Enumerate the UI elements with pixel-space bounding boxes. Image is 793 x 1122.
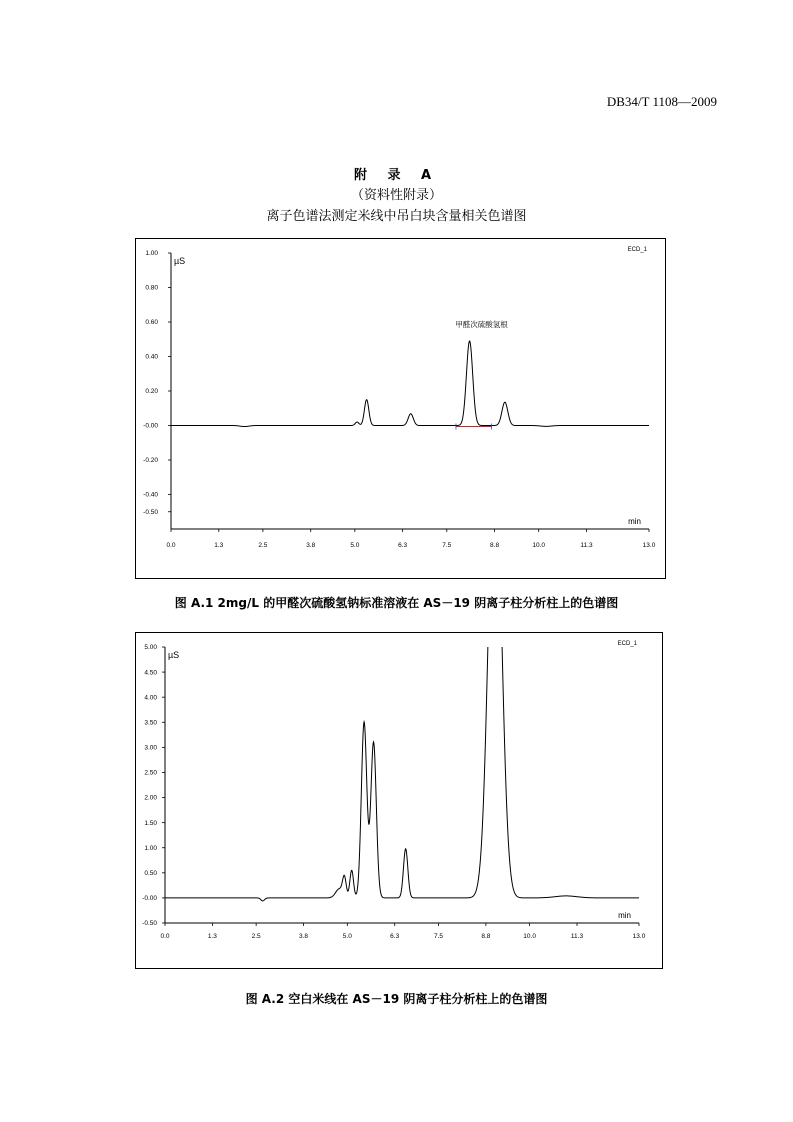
y-tick-label: -0.00 [142, 895, 157, 903]
y-tick-label: 2.50 [144, 769, 157, 777]
x-tick-label: 13.0 [632, 933, 646, 940]
y-tick-label: -0.20 [143, 457, 158, 465]
x-tick-label: 8.8 [490, 542, 500, 549]
y-tick-label: 0.60 [145, 319, 158, 327]
y-tick-label: 0.20 [145, 388, 158, 396]
y-tick-label: 4.00 [144, 694, 157, 702]
figure-1-caption: 图 A.1 2mg/L 的甲醛次硫酸氢钠标准溶液在 AS－19 阴离子柱分析柱上的色谱图 [174, 596, 619, 610]
y-tick-label: 3.00 [144, 744, 157, 752]
channel-label: ECD_1 [617, 641, 637, 647]
x-tick-label: 7.5 [433, 933, 443, 940]
x-tick-label: 5.0 [350, 542, 360, 549]
x-tick-label: 0.0 [160, 933, 170, 940]
document-code: DB34/T 1108—2009 [606, 94, 717, 109]
y-tick-label: -0.00 [143, 422, 158, 430]
y-tick-label: 1.00 [144, 844, 157, 852]
y-tick-label: 0.50 [144, 870, 157, 878]
x-tick-label: 2.5 [251, 933, 261, 940]
appendix-type: （资料性附录） [350, 188, 442, 203]
x-tick-label: 0.0 [166, 542, 176, 549]
y-tick-label: 3.50 [144, 719, 157, 727]
chromatogram-trace [165, 633, 639, 901]
appendix-title: 附 录 A [353, 168, 440, 183]
x-tick-label: 10.0 [532, 542, 546, 549]
figure-2-caption: 图 A.2 空白米线在 AS－19 阴离子柱分析柱上的色谱图 [245, 992, 548, 1006]
x-tick-label: 3.8 [299, 933, 309, 940]
y-tick-label: 5.00 [144, 644, 157, 652]
x-tick-label: 7.5 [442, 542, 452, 549]
y-tick-label: 2.00 [144, 794, 157, 802]
x-axis-label: min [628, 517, 641, 526]
x-tick-label: 1.3 [207, 933, 217, 940]
x-tick-label: 6.3 [398, 542, 408, 549]
channel-label: ECD_1 [627, 247, 647, 253]
y-tick-label: 4.50 [144, 669, 157, 677]
peak-annotation: 甲醛次硫酸氢根 [455, 319, 508, 329]
chromatogram-figure-1 [135, 238, 666, 579]
x-tick-label: 5.0 [342, 933, 352, 940]
x-axis-label: min [618, 911, 631, 920]
y-tick-label: -0.40 [143, 491, 158, 499]
x-tick-label: 11.3 [570, 933, 584, 940]
chromatogram-2-plot [136, 633, 662, 968]
y-tick-label: 1.50 [144, 819, 157, 827]
x-tick-label: 11.3 [580, 542, 593, 549]
x-tick-label: 3.8 [306, 542, 316, 549]
x-tick-label: 10.0 [523, 933, 536, 940]
y-tick-label: 1.00 [145, 250, 158, 258]
x-tick-label: 13.0 [642, 542, 656, 549]
appendix-heading: 离子色谱法测定米线中吊白块含量相关色谱图 [266, 209, 527, 224]
chromatogram-figure-2 [135, 632, 663, 969]
y-tick-label: -0.50 [143, 508, 158, 516]
chromatogram-1-plot [136, 239, 665, 578]
y-tick-label: -0.50 [142, 920, 157, 928]
x-tick-label: 1.3 [214, 542, 224, 549]
x-tick-label: 2.5 [258, 542, 268, 549]
y-tick-label: 0.40 [145, 353, 158, 361]
x-tick-label: 6.3 [390, 933, 400, 940]
chromatogram-trace [171, 341, 649, 426]
unit-label: µS [174, 256, 186, 266]
y-tick-label: 0.80 [145, 284, 158, 292]
x-tick-label: 8.8 [481, 933, 491, 940]
unit-label: µS [168, 650, 180, 660]
